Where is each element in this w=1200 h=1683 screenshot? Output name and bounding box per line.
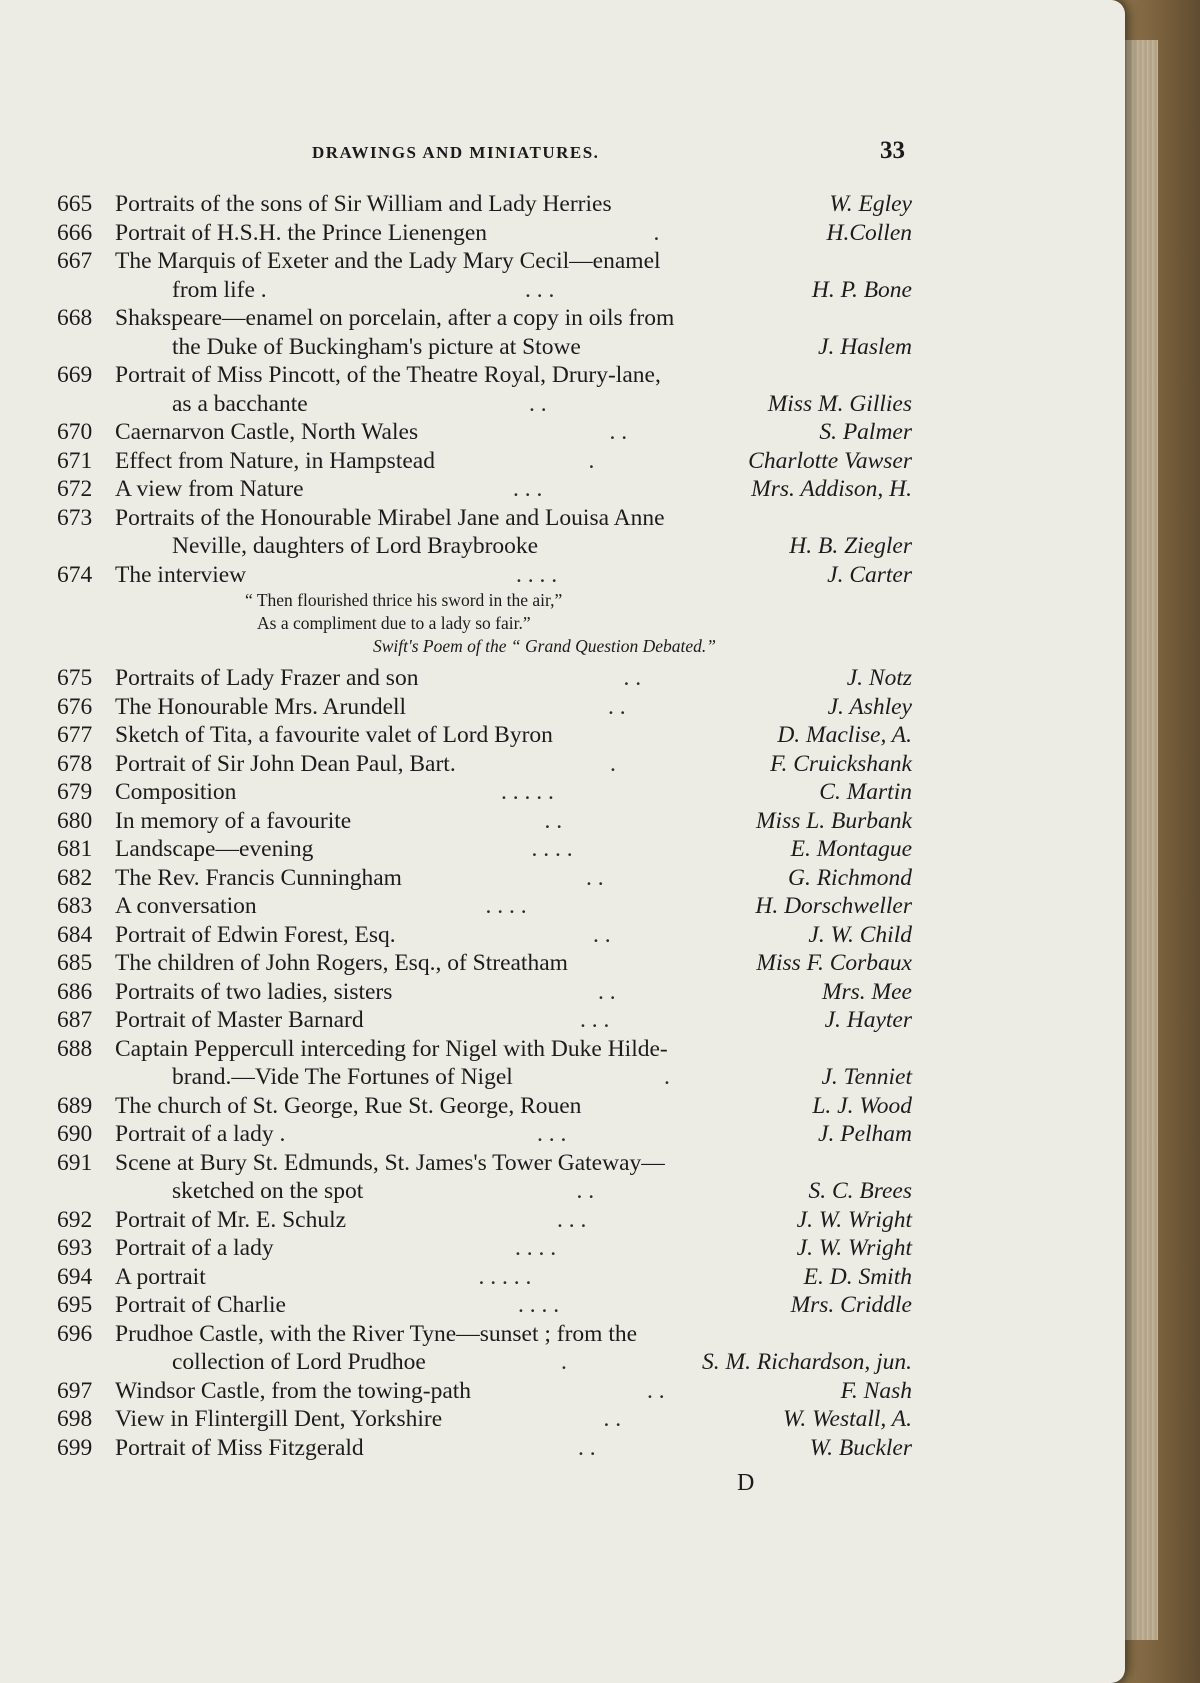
catalogue-entry-line bbox=[57, 561, 912, 590]
entry-artist: H.Collen bbox=[826, 219, 912, 246]
entry-title: A portrait bbox=[115, 1263, 206, 1290]
entry-artist: J. Tenniet bbox=[821, 1064, 912, 1090]
catalogue-entry-line bbox=[57, 864, 912, 893]
entry-artist: S. Palmer bbox=[819, 419, 912, 445]
entry-number: 665 bbox=[57, 191, 93, 217]
entry-artist: G. Richmond bbox=[787, 864, 912, 891]
entry-number: 666 bbox=[57, 219, 93, 246]
entry-title: as a bacchante bbox=[172, 390, 308, 417]
catalogue-entry-line bbox=[57, 390, 912, 419]
leader-dots: . . . bbox=[557, 1206, 587, 1233]
entry-number: 677 bbox=[57, 722, 93, 748]
entry-title: Windsor Castle, from the towing-path bbox=[115, 1377, 472, 1404]
leader-dots: . . bbox=[544, 807, 563, 834]
entry-artist: H. P. Bone bbox=[811, 276, 912, 303]
page-header bbox=[0, 137, 1125, 167]
entry-title: Shakspeare—enamel on porcelain, after a copy in oils from bbox=[115, 305, 675, 331]
entry-title: collection of Lord Prudhoe bbox=[172, 1349, 426, 1375]
leader-dots: . . . . bbox=[515, 1235, 557, 1261]
catalogue-entry-line bbox=[57, 1177, 912, 1206]
running-head: DRAWINGS AND MINIATURES. bbox=[312, 143, 600, 162]
leader-dots: . . . . bbox=[531, 836, 573, 862]
entry-number: 678 bbox=[57, 750, 93, 777]
entry-artist: J. Hayter bbox=[824, 1007, 912, 1033]
entry-artist: J. Haslem bbox=[818, 333, 912, 360]
signature-mark: D bbox=[737, 1470, 755, 1496]
entry-title: brand.—Vide The Fortunes of Nigel bbox=[172, 1064, 513, 1090]
leader-dots: . . bbox=[609, 419, 628, 445]
entry-title: Portrait of Miss Fitzgerald bbox=[115, 1434, 364, 1461]
catalogue-entry-line bbox=[57, 247, 912, 276]
entry-artist: E. D. Smith bbox=[803, 1263, 912, 1290]
catalogue-entry-line bbox=[57, 361, 912, 390]
leader-dots: . . . bbox=[525, 276, 555, 303]
entry-artist: W. Westall, A. bbox=[782, 1406, 912, 1432]
entry-artist: H. Dorschweller bbox=[755, 893, 912, 919]
entry-number: 680 bbox=[57, 807, 93, 834]
entry-artist: Miss F. Corbaux bbox=[756, 950, 912, 976]
catalogue-entry-line bbox=[57, 1263, 912, 1292]
catalogue-entry-line bbox=[57, 418, 912, 447]
catalogue-entry-line bbox=[57, 1006, 912, 1035]
leader-dots: . . . . bbox=[516, 561, 558, 588]
quote-line bbox=[57, 612, 912, 635]
entry-title: Portraits of two ladies, sisters bbox=[115, 978, 393, 1005]
catalogue-entry-line bbox=[57, 978, 912, 1007]
entry-number: 689 bbox=[57, 1092, 93, 1119]
entry-title: Composition bbox=[115, 779, 237, 805]
catalogue-entry-line bbox=[57, 1320, 912, 1349]
entry-title: Portrait of Charlie bbox=[115, 1292, 286, 1318]
entry-number: 671 bbox=[57, 447, 93, 474]
entry-title: The interview bbox=[115, 561, 247, 588]
entry-artist: F. Nash bbox=[840, 1377, 912, 1404]
quote-line bbox=[57, 589, 912, 612]
catalogue-entry-line bbox=[57, 778, 912, 807]
leader-dots: . bbox=[664, 1064, 670, 1090]
leader-dots: . . bbox=[603, 1406, 622, 1432]
catalogue-entry-line bbox=[57, 1092, 912, 1121]
entry-artist: F. Cruickshank bbox=[770, 750, 912, 777]
entry-artist: W. Egley bbox=[829, 191, 912, 217]
leader-dots: . . bbox=[598, 978, 616, 1005]
entry-artist: L. J. Wood bbox=[812, 1092, 912, 1119]
leader-dots: . . bbox=[593, 921, 611, 948]
leader-dots: . . . . bbox=[518, 1292, 560, 1318]
entry-number: 668 bbox=[57, 305, 93, 331]
leader-dots: . . bbox=[586, 864, 604, 891]
catalogue-entry-line bbox=[57, 447, 912, 476]
leader-dots: . . . . bbox=[485, 893, 527, 919]
leader-dots: . bbox=[610, 750, 616, 777]
entry-title: The church of St. George, Rue St. George, Rouen bbox=[115, 1092, 582, 1119]
catalogue-entry-line bbox=[57, 532, 912, 561]
leader-dots: . . bbox=[578, 1434, 596, 1461]
entry-title: Portrait of H.S.H. the Prince Lienengen bbox=[115, 219, 487, 246]
entry-artist: J. W. Child bbox=[808, 921, 912, 948]
entry-title: Captain Peppercull interceding for Nigel with Duke Hilde- bbox=[115, 1035, 668, 1062]
entry-artist: Miss M. Gillies bbox=[767, 390, 912, 417]
entry-title: Portrait of a lady bbox=[115, 1235, 274, 1261]
entry-title: Scene at Bury St. Edmunds, St. James's Tower Gateway— bbox=[115, 1149, 665, 1176]
leader-dots: . bbox=[561, 1349, 567, 1375]
leader-dots: . . bbox=[623, 665, 642, 691]
leader-dots: . bbox=[653, 219, 660, 246]
catalogue-entry-line bbox=[57, 1063, 912, 1092]
entry-number: 692 bbox=[57, 1206, 93, 1233]
entry-number: 697 bbox=[57, 1377, 93, 1404]
entry-artist: J. Carter bbox=[827, 561, 912, 588]
entry-artist: H. B. Ziegler bbox=[789, 533, 912, 559]
entry-artist: J. Notz bbox=[846, 665, 912, 691]
catalogue-entry-line bbox=[57, 1348, 912, 1377]
leader-dots: . . . . . bbox=[501, 779, 554, 805]
leader-dots: . . bbox=[529, 390, 547, 417]
entry-artist: Mrs. Mee bbox=[821, 978, 912, 1005]
catalogue-entry-line bbox=[57, 693, 912, 722]
catalogue-entry-line bbox=[57, 276, 912, 305]
catalogue-entry-line bbox=[57, 304, 912, 333]
entry-number: 684 bbox=[57, 921, 93, 948]
catalogue-entry-line bbox=[57, 190, 912, 219]
entry-title: Portrait of Sir John Dean Paul, Bart. bbox=[115, 750, 456, 777]
entry-number: 687 bbox=[57, 1007, 93, 1033]
entry-title: A view from Nature bbox=[115, 476, 304, 502]
entry-number: 691 bbox=[57, 1149, 93, 1176]
entry-number: 673 bbox=[57, 504, 93, 531]
leader-dots: . . . bbox=[580, 1007, 610, 1033]
entry-number: 682 bbox=[57, 864, 93, 891]
entry-title: Sketch of Tita, a favourite valet of Lord Byron bbox=[115, 722, 553, 748]
quote-text: As a compliment due to a lady so fair.” bbox=[257, 613, 531, 633]
quote-source bbox=[57, 635, 912, 658]
entry-artist: Mrs. Criddle bbox=[790, 1292, 912, 1318]
catalogue-entry-line bbox=[57, 1206, 912, 1235]
entry-title: Effect from Nature, in Hampstead bbox=[115, 447, 435, 474]
entry-number: 669 bbox=[57, 362, 93, 388]
leader-dots: . . bbox=[608, 693, 626, 720]
entry-number: 679 bbox=[57, 779, 93, 805]
entry-title: the Duke of Buckingham's picture at Stowe bbox=[172, 333, 581, 360]
entry-title: Caernarvon Castle, North Wales bbox=[115, 419, 419, 445]
entry-title: Neville, daughters of Lord Braybrooke bbox=[172, 533, 539, 559]
entry-title: Portrait of Master Barnard bbox=[115, 1007, 364, 1033]
entry-number: 685 bbox=[57, 950, 93, 976]
entry-artist: Mrs. Addison, H. bbox=[751, 476, 912, 502]
entry-artist: C. Martin bbox=[819, 779, 912, 805]
entry-title: The Marquis of Exeter and the Lady Mary Cecil—enamel bbox=[115, 248, 661, 274]
entry-title: from life . bbox=[172, 276, 267, 303]
entry-number: 681 bbox=[57, 836, 93, 862]
leader-dots: . . . bbox=[537, 1121, 567, 1147]
entry-artist: D. Maclise, A. bbox=[777, 722, 912, 748]
entry-number: 698 bbox=[57, 1406, 93, 1432]
catalogue-entry-line bbox=[57, 1149, 912, 1178]
entry-number: 670 bbox=[57, 419, 93, 445]
entry-number: 699 bbox=[57, 1434, 93, 1461]
entry-number: 667 bbox=[57, 248, 93, 274]
catalogue-entry-line bbox=[57, 921, 912, 950]
entry-artist: W. Buckler bbox=[809, 1434, 912, 1461]
quote-attribution: Swift's Poem of the “ Grand Question Debated.” bbox=[373, 636, 717, 656]
entry-artist: Charlotte Vawser bbox=[748, 447, 912, 474]
entry-number: 672 bbox=[57, 476, 93, 502]
entry-artist: S. M. Richardson, jun. bbox=[702, 1349, 912, 1375]
entry-number: 688 bbox=[57, 1035, 93, 1062]
entry-artist: Miss L. Burbank bbox=[755, 807, 912, 834]
entry-title: Portraits of Lady Frazer and son bbox=[115, 665, 419, 691]
entry-title: The Rev. Francis Cunningham bbox=[115, 864, 402, 891]
entry-number: 674 bbox=[57, 561, 93, 588]
entry-title: View in Flintergill Dent, Yorkshire bbox=[115, 1406, 443, 1432]
catalogue-entry-line bbox=[57, 504, 912, 533]
entry-title: Portrait of Mr. E. Schulz bbox=[115, 1206, 347, 1233]
entry-artist: J. W. Wright bbox=[796, 1235, 912, 1261]
catalogue-entry-line bbox=[57, 333, 912, 362]
entry-number: 676 bbox=[57, 693, 93, 720]
entry-artist: S. C. Brees bbox=[808, 1178, 912, 1204]
entry-number: 694 bbox=[57, 1263, 93, 1290]
entry-artist: J. Pelham bbox=[818, 1121, 912, 1147]
entry-title: Prudhoe Castle, with the River Tyne—sunset ; from the bbox=[115, 1320, 638, 1347]
catalogue-entry-line bbox=[57, 1035, 912, 1064]
catalogue-entry-line bbox=[57, 1377, 912, 1406]
entry-number: 690 bbox=[57, 1121, 93, 1147]
leader-dots: . bbox=[588, 447, 595, 474]
leader-dots: . . . bbox=[513, 476, 543, 502]
entry-number: 695 bbox=[57, 1292, 93, 1318]
catalogue-entry-line bbox=[57, 1120, 912, 1149]
catalogue-entry-line bbox=[57, 1434, 912, 1463]
entry-artist: J. Ashley bbox=[827, 693, 912, 720]
entry-title: In memory of a favourite bbox=[115, 807, 352, 834]
entry-number: 693 bbox=[57, 1235, 93, 1261]
page-number: 33 bbox=[880, 137, 905, 164]
catalogue-entry-line bbox=[57, 835, 912, 864]
entry-title: The children of John Rogers, Esq., of Streatham bbox=[115, 950, 568, 976]
entry-title: Portraits of the Honourable Mirabel Jane and Louisa Anne bbox=[115, 504, 665, 531]
entry-number: 675 bbox=[57, 665, 93, 691]
leader-dots: . . bbox=[647, 1377, 665, 1404]
catalogue-entry-line bbox=[57, 1405, 912, 1434]
entry-title: sketched on the spot bbox=[172, 1178, 364, 1204]
catalogue-entry-line bbox=[57, 1291, 912, 1320]
leader-dots: . . bbox=[576, 1178, 595, 1204]
quote-text: “ Then flourished thrice his sword in the air,” bbox=[245, 590, 563, 610]
catalogue-entry-line bbox=[57, 475, 912, 504]
entry-title: A conversation bbox=[115, 893, 257, 919]
entry-title: Portrait of a lady . bbox=[115, 1121, 286, 1147]
entry-number: 683 bbox=[57, 893, 93, 919]
entry-title: The Honourable Mrs. Arundell bbox=[115, 693, 407, 720]
catalogue-entry-line bbox=[57, 721, 912, 750]
catalogue-entries bbox=[57, 190, 912, 1462]
catalogue-entry-line bbox=[57, 892, 912, 921]
catalogue-entry-line bbox=[57, 1234, 912, 1263]
catalogue-entry-line bbox=[57, 750, 912, 779]
entry-artist: E. Montague bbox=[790, 836, 912, 862]
catalogue-entry-line bbox=[57, 807, 912, 836]
entry-number: 686 bbox=[57, 978, 93, 1005]
entry-title: Portrait of Miss Pincott, of the Theatre Royal, Drury-lane, bbox=[115, 362, 661, 388]
catalogue-entry-line bbox=[57, 219, 912, 248]
catalogue-entry-line bbox=[57, 949, 912, 978]
catalogue-entry-line bbox=[57, 664, 912, 693]
entry-title: Portraits of the sons of Sir William and Lady Herries bbox=[115, 191, 612, 217]
entry-title: Landscape—evening bbox=[115, 836, 314, 862]
entry-number: 696 bbox=[57, 1320, 93, 1347]
entry-artist: J. W. Wright bbox=[796, 1206, 912, 1233]
entry-title: Portrait of Edwin Forest, Esq. bbox=[115, 921, 396, 948]
leader-dots: . . . . . bbox=[478, 1263, 532, 1290]
